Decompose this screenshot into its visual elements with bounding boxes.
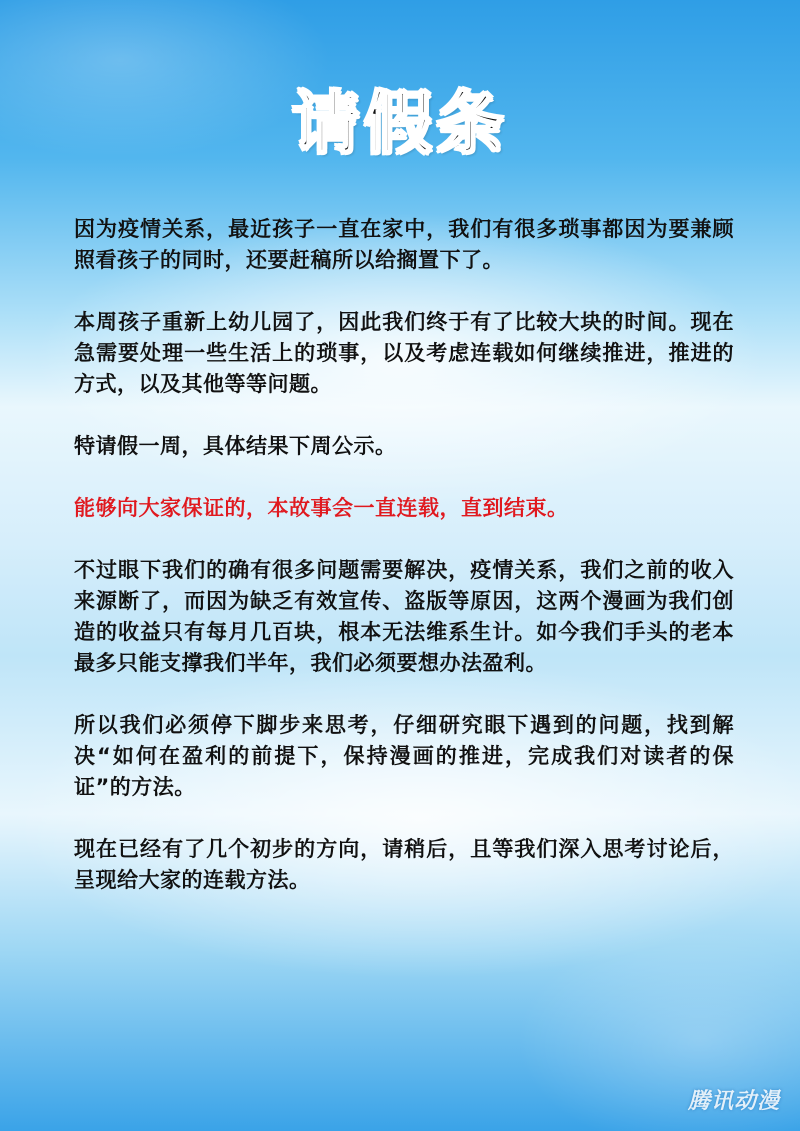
watermark-logo: 腾讯动漫: [687, 1089, 780, 1114]
paragraph-4-highlight: 能够向大家保证的，本故事会一直连载，直到结束。: [74, 496, 569, 520]
page-title: 请假条: [291, 85, 508, 164]
paragraph-7: 现在已经有了几个初步的方向，请稍后，且等我们深入思考讨论后，呈现给大家的连载方法。: [74, 837, 734, 892]
paragraph-5: 不过眼下我们的确有很多问题需要解决，疫情关系，我们之前的收入来源断了，而因为缺乏有效宣传、盗版等原因，这两个漫画为我们创造的收益只有每月几百块，根本无法维系生计。如今我们手头的老本最多只能支撑我们半年，我们必须要想办法盈利。: [74, 558, 734, 675]
paragraph-2: 本周孩子重新上幼儿园了，因此我们终于有了比较大块的时间。现在急需要处理一些生活上的琐事，以及考虑连载如何继续推进，推进的方式，以及其他等等问题。: [74, 310, 734, 396]
paragraph-6: 所以我们必须停下脚步来思考，仔细研究眼下遇到的问题，找到解决“如何在盈利的前提下，保持漫画的推进，完成我们对读者的保证”的方法。: [74, 713, 734, 799]
paragraph-1: 因为疫情关系，最近孩子一直在家中，我们有很多琐事都因为要兼顾照看孩子的同时，还要赶稿所以给搁置下了。: [74, 217, 734, 272]
notice-body: [74, 214, 734, 927]
paragraph-3: 特请假一周，具体结果下周公示。: [74, 434, 397, 458]
